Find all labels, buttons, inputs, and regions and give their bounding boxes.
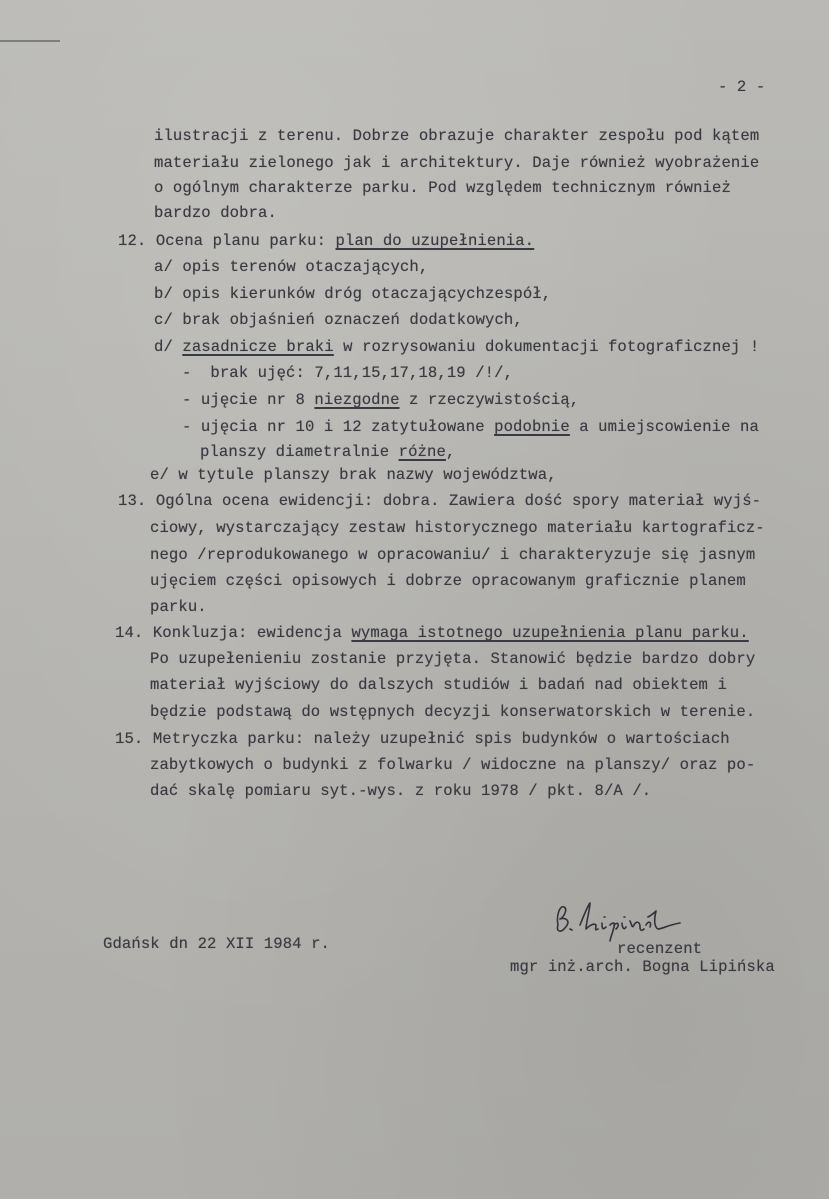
text-line bbox=[150, 598, 207, 616]
margin-mark bbox=[0, 40, 60, 42]
text-line bbox=[150, 546, 755, 564]
text-segment: będzie podstawą do wstępnych decyzji konserwatorskich w terenie. bbox=[150, 703, 756, 721]
text-segment: bardzo dobra. bbox=[154, 204, 277, 222]
handwritten-signature bbox=[550, 895, 700, 945]
text-line bbox=[150, 650, 755, 668]
text-segment: materiał wyjściowy do dalszych studiów i badań nad obiektem i bbox=[150, 676, 727, 694]
text-segment: , bbox=[445, 443, 456, 461]
text-segment: planszy diametralnie bbox=[200, 443, 399, 461]
text-line bbox=[115, 624, 749, 642]
text-line bbox=[150, 466, 557, 484]
place-date: Gdańsk dn 22 XII 1984 r. bbox=[103, 935, 330, 953]
text-segment: z rzeczywistością, bbox=[399, 391, 580, 409]
text-line bbox=[150, 703, 755, 721]
text-segment: - ujęcie nr 8 bbox=[182, 391, 315, 409]
text-segment: ciowy, wystarczający zestaw historycznego materiału kartograficz- bbox=[150, 519, 765, 537]
text-line bbox=[154, 204, 277, 222]
text-line bbox=[200, 443, 455, 461]
text-line bbox=[182, 418, 759, 436]
text-line bbox=[154, 179, 731, 197]
text-segment: zabytkowych o budynki z folwarku / widoczne na planszy/ oraz po- bbox=[150, 756, 756, 774]
underlined-text: zasadnicze braki bbox=[182, 338, 334, 356]
text-segment: parku. bbox=[150, 598, 207, 616]
reviewer-role: recenzent bbox=[617, 940, 703, 958]
page-number: - 2 - bbox=[718, 78, 766, 96]
text-segment: b/ opis kierunków dróg otaczającychzespół, bbox=[154, 285, 552, 303]
text-segment: - ujęcia nr 10 i 12 zatytułowane bbox=[182, 418, 495, 436]
text-segment: o ogólnym charakterze parku. Pod względem technicznym również bbox=[154, 179, 731, 197]
text-line bbox=[182, 364, 513, 382]
text-segment: d/ bbox=[154, 338, 183, 356]
text-line bbox=[150, 676, 727, 694]
text-segment: ujęciem części opisowych i dobrze opracowanym graficznie planem bbox=[150, 572, 746, 590]
text-line bbox=[118, 232, 534, 250]
text-segment: e/ w tytule planszy brak nazwy województwa, bbox=[150, 466, 557, 484]
text-line bbox=[150, 572, 746, 590]
underlined-text: plan do uzupełnienia. bbox=[335, 232, 535, 250]
text-line bbox=[154, 311, 523, 329]
text-line bbox=[154, 154, 759, 172]
underlined-text: podobnie bbox=[494, 418, 570, 436]
underlined-text: niezgodne bbox=[314, 391, 400, 409]
text-segment: dać skalę pomiaru syt.-wys. z roku 1978 / pkt. 8/A /. bbox=[150, 782, 652, 800]
text-segment: 15. Metryczka parku: należy uzupełnić spis budynków o wartościach bbox=[115, 730, 730, 748]
reviewer-name: mgr inż.arch. Bogna Lipińska bbox=[510, 958, 775, 976]
text-segment: nego /reprodukowanego w opracowaniu/ i charakteryzuje się jasnym bbox=[150, 546, 756, 564]
text-line bbox=[154, 127, 759, 145]
text-line bbox=[182, 391, 579, 409]
text-line bbox=[154, 258, 428, 276]
text-line bbox=[150, 756, 755, 774]
text-line bbox=[150, 519, 765, 537]
text-segment: a/ opis terenów otaczających, bbox=[154, 258, 429, 276]
underlined-text: wymaga istotnego uzupełnienia planu parku. bbox=[351, 624, 749, 642]
text-segment: 13. Ogólna ocena ewidencji: dobra. Zawiera dość spory materiał wyjś- bbox=[118, 492, 762, 510]
text-line bbox=[118, 492, 761, 510]
text-line bbox=[115, 730, 730, 748]
text-segment: Po uzupełenieniu zostanie przyjęta. Stanowić będzie bardzo dobry bbox=[150, 650, 756, 668]
text-segment: c/ brak objaśnień oznaczeń dodatkowych, bbox=[154, 311, 523, 329]
text-segment: 14. Konkluzja: ewidencja bbox=[115, 624, 352, 642]
text-segment: - brak ujęć: 7,11,15,17,18,19 /!/, bbox=[182, 364, 514, 382]
underlined-text: różne bbox=[398, 443, 446, 461]
text-segment: ilustracji z terenu. Dobrze obrazuje charakter zespołu pod kątem bbox=[154, 127, 760, 145]
text-segment: materiału zielonego jak i architektury. Daje również wyobrażenie bbox=[154, 154, 760, 172]
text-line bbox=[154, 285, 551, 303]
text-line bbox=[150, 782, 651, 800]
text-segment: w rozrysowaniu dokumentacji fotograficznej ! bbox=[333, 338, 760, 356]
text-line bbox=[154, 338, 759, 356]
text-segment: a umiejscowienie na bbox=[569, 418, 759, 436]
text-segment: 12. Ocena planu parku: bbox=[118, 232, 336, 250]
